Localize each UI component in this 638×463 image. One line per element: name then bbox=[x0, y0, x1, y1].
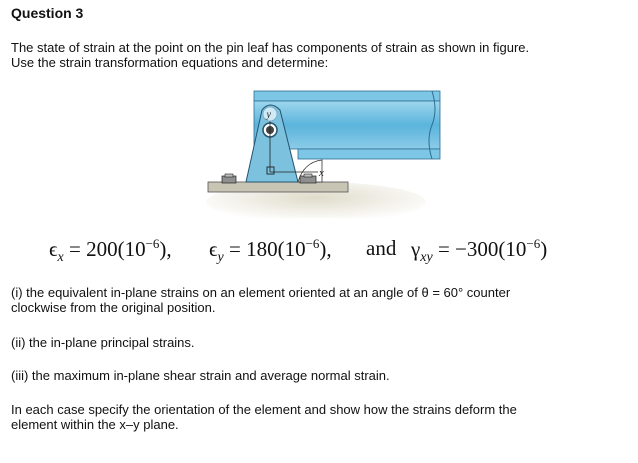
intro-paragraph bbox=[11, 40, 626, 70]
intro-line-2: Use the strain transformation equations and determine: bbox=[11, 55, 329, 70]
bolt-right-head bbox=[304, 174, 312, 177]
and-word: and bbox=[366, 236, 397, 260]
part-iii: (iii) the maximum in-plane shear strain and average normal strain. bbox=[11, 368, 390, 383]
part-i-line-2: clockwise from the original position. bbox=[11, 300, 216, 315]
bolt-left-head bbox=[225, 174, 233, 177]
part-i bbox=[11, 285, 626, 315]
part-i-line-1: (i) the equivalent in-plane strains on an element oriented at an angle of θ = 60° counter bbox=[11, 285, 511, 300]
part-ii: (ii) the in-plane principal strains. bbox=[11, 335, 195, 350]
epsilon-x-term: $\epsilon_x = 200(10^{-6})$, bbox=[49, 236, 172, 266]
strain-equation bbox=[49, 232, 609, 268]
beam-bottom-flange bbox=[298, 149, 440, 159]
final-line-2: element within the x–y plane. bbox=[11, 417, 179, 432]
epsilon-y-term: $\epsilon_y = 180(10^{-6})$, bbox=[209, 236, 332, 266]
y-axis-label: y bbox=[266, 109, 271, 121]
question-title: Question 3 bbox=[11, 5, 84, 21]
intro-line-1: The state of strain at the point on the pin leaf has components of strain as shown in figure. bbox=[11, 40, 530, 55]
final-instruction bbox=[11, 402, 626, 432]
final-line-1: In each case specify the orientation of the element and show how the strains deform the bbox=[11, 402, 517, 417]
gamma-xy-term: $\gamma_{xy} = -300(10^{-6})$ bbox=[411, 236, 548, 266]
base-plate bbox=[208, 182, 348, 192]
beam-top-flange bbox=[254, 91, 440, 101]
pin-leaf-figure bbox=[206, 90, 442, 218]
x-axis-label: x bbox=[319, 167, 324, 179]
